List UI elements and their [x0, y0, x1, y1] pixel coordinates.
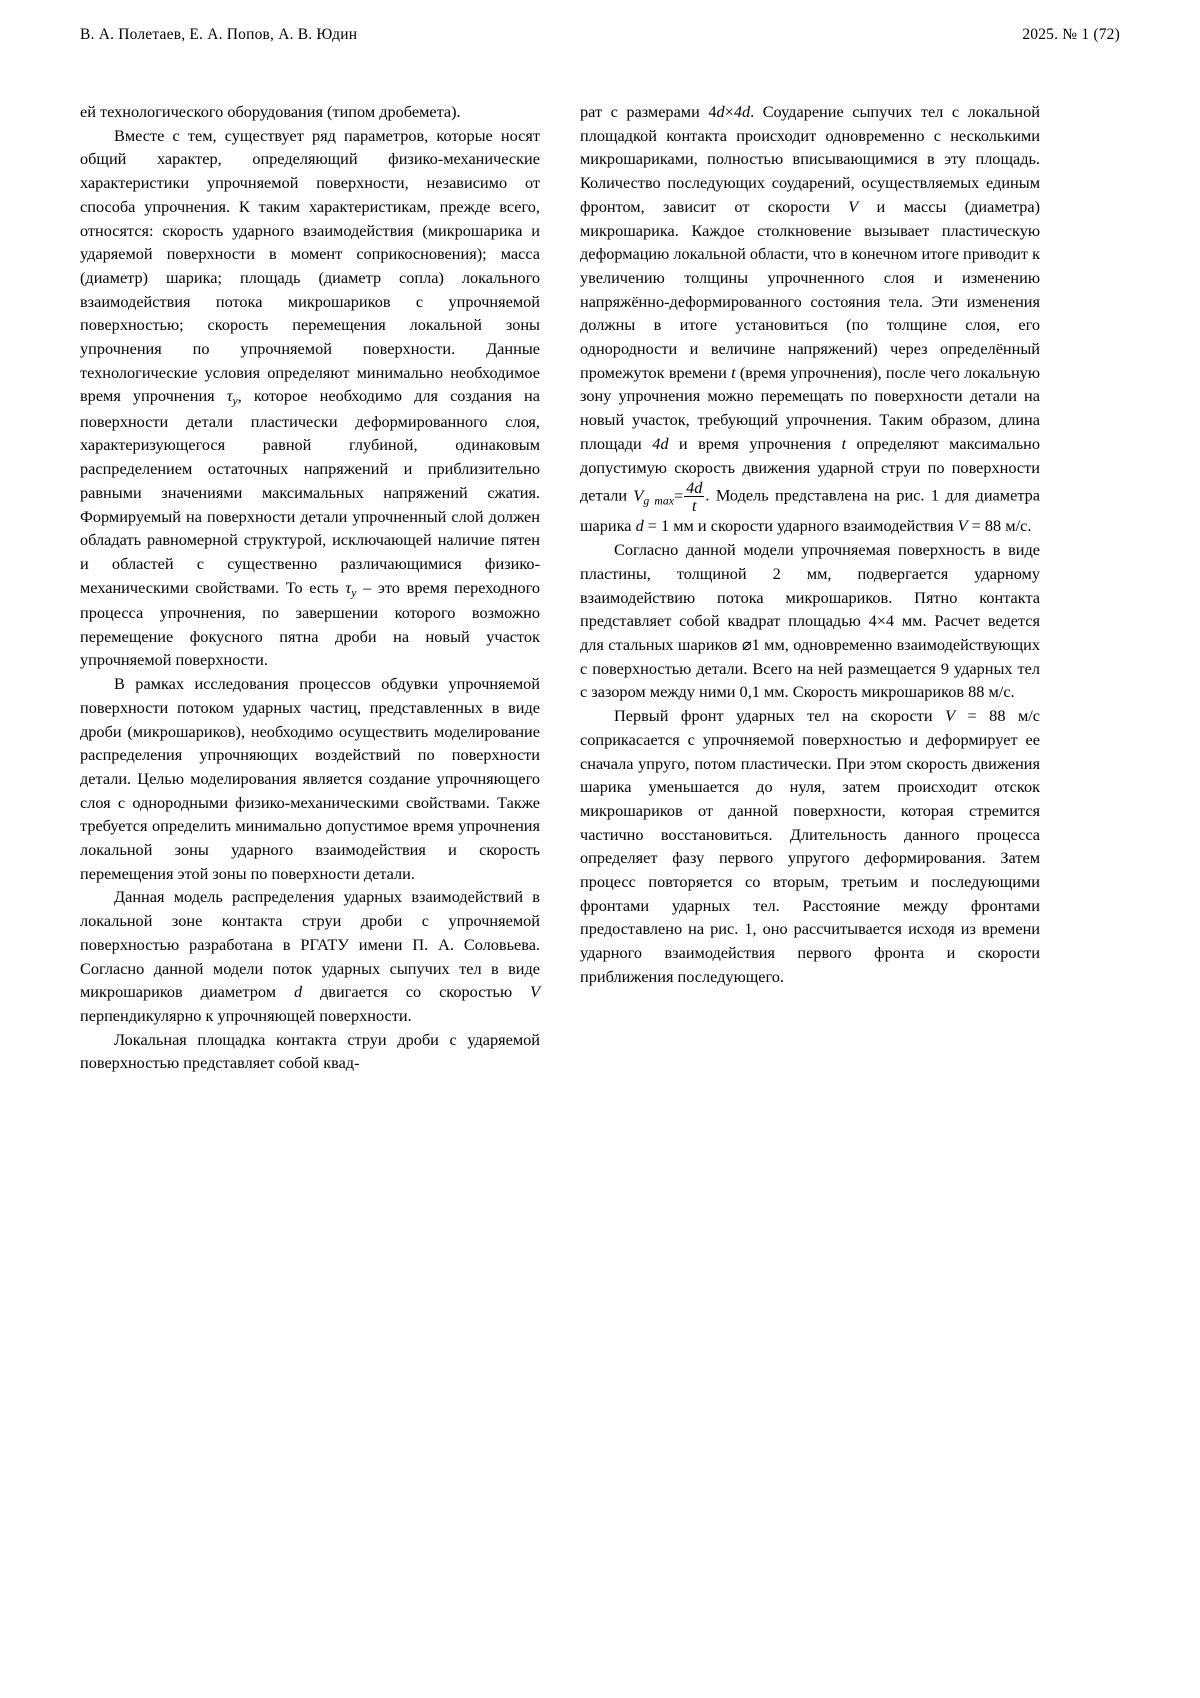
paragraph-r2-text: Согласно данной модели упрочняемая поверхность в виде пластины, толщиной 2 мм, подвергается ударному взаимодействию потока микрошариков. Пятно контакта представляет собой квадрат площадью 4×4 мм. Расчет ведется для стальных шариков ⌀1 мм, одновременно взаимодействующих с поверхностью детали. Всего на ней размещается 9 ударных тел с зазором между ними 0,1 мм. Скорость микрошариков 88 м/с. — [580, 540, 1040, 702]
paragraph-r1-text-b: . Соударение сыпучих тел с локальной площадкой контакта происходит одновременно с несколькими микрошариками, полностью вписывающимися в эту площадь. Количество последующих соударений, осуществляемых единым фронтом, зависит от скорости — [580, 102, 1040, 216]
paragraph-r1-text-f: и время упрочнения — [668, 433, 842, 453]
paragraph-l4-text-a: Данная модель распределения ударных взаимодействий в локальной зоне контакта струи дроби с упрочняемой поверхностью разработана в РГАТУ имени П. А. Соловьева. Согласно данной модели поток ударных сыпучих тел в виде микрошариков диаметром — [80, 887, 540, 1002]
symbol-d-value: d — [635, 516, 644, 536]
paragraph-r1-text-g: определяют максимально допустимую скорость движения ударной струи по поверхности детали — [580, 433, 1040, 505]
symbol-v-speed: V — [848, 196, 859, 216]
symbol-tau-2-subscript: у — [351, 585, 357, 599]
equation-vgmax — [633, 478, 705, 516]
paragraph-l2-text-c: – это время переходного процесса упрочнения, по завершении которого возможно перемещение фокусного пятна дроби на новый участок упрочняемой поверхности. — [80, 577, 540, 670]
paragraph-r3 — [580, 704, 1040, 988]
body-columns — [80, 100, 1120, 1075]
symbol-d: d — [293, 982, 303, 1002]
symbol-v: V — [530, 982, 541, 1002]
equation-vgmax-denominator: t — [684, 496, 704, 514]
symbol-t-time: t — [731, 362, 736, 382]
paragraph-l2-text-a: Вместе с тем, существует ряд параметров, которые носят общий характер, определяющий физико-механические характеристики упрочняемой поверхности, независимо от способа упрочнения. К таким характеристикам, прежде всего, относятся: скорость ударного взаимодействия (микрошарика и ударяемой поверхности в момент соприкосновения); масса (диаметр) шарика; площадь (диаметр сопла) локального взаимодействия потока микрошариков с упрочняемой поверхностью; скорость перемещения локальной зоны упрочнения по упрочняемой поверхности. Данные технологические условия определяют минимально необходимое время упрочнения — [80, 125, 540, 406]
paragraph-r1-text-c: и массы (диаметра) микрошарика. Каждое столкновение вызывает пластическую деформацию локальной области, что в конечном итоге приводит к увеличению толщины упрочненного слоя и изменению напряжённо-деформированного состояния тела. Эти изменения должны в итоге установиться (по толщине слоя, его однородности и величине напряжений) через определённый промежуток времени — [580, 196, 1040, 382]
paragraph-l3 — [80, 672, 540, 885]
paragraph-l2-text-b: , которое необходимо для создания на поверхности детали пластически деформированного слоя, характеризующегося равной глубиной, одинаковым распределением остаточных напряжений и приблизительно равными значениями максимальных напряжений сжатия. Формируемый на поверхности детали упрочненный слой должен обладать равномерной структурой, исключающей наличие пятен и областей с существенно различающимися физико-механическими свойствами. То есть — [80, 386, 540, 597]
paragraph-l1 — [80, 100, 540, 124]
symbol-d-1: d — [716, 102, 725, 121]
symbol-v-front: V — [945, 706, 956, 726]
symbol-4d-length: 4d — [652, 433, 669, 453]
symbol-v-value-eq: = 88 м/с. — [967, 516, 1032, 536]
symbol-4d: 4d — [733, 102, 751, 121]
equation-vgmax-equals: = — [673, 485, 684, 505]
equation-vgmax-numerator: 4d — [686, 478, 703, 498]
left-column — [80, 100, 540, 1075]
right-column — [580, 100, 1040, 1075]
paragraph-r1-text-e: (время упрочнения), после чего локальную зону упрочнения можно перемещать по поверхности детали на новый участок, требующий упрочнения. Таким образом, длина площади — [580, 362, 1040, 453]
paragraph-l5-text: Локальная площадка контакта струи дроби с ударяемой поверхностью представляет собой квад- — [80, 1029, 540, 1073]
equation-vgmax-fraction — [684, 479, 704, 514]
paragraph-l1-text: ей технологического оборудования (типом дробемета). — [80, 102, 461, 121]
paragraph-l2 — [80, 124, 540, 672]
header-authors: В. А. Полетаев, Е. А. Попов, А. В. Юдин — [80, 26, 358, 43]
paragraph-l5 — [80, 1028, 540, 1075]
page-header — [80, 26, 1120, 44]
paragraph-l4 — [80, 885, 540, 1027]
paragraph-l3-text: В рамках исследования процессов обдувки упрочняемой поверхности потоком ударных частиц, представленных в виде дроби (микрошариков), необходимо осуществить моделирование распределения упрочняющих воздействий по поверхности детали. Целью моделирования является создание упрочняющего слоя с однородными физико-механическими свойствами. Также требуется определить минимально допустимое время упрочнения локальной зоны ударного взаимодействия и скорость перемещения этой зоны по поверхности детали. — [80, 674, 540, 883]
paragraph-r2 — [580, 538, 1040, 704]
equation-vgmax-subscript: g max — [643, 493, 674, 507]
paragraph-r3-text-c: соприкасается с упрочняемой поверхностью и деформирует ее сначала упруго, потом пластически. При этом скорость движения шарика уменьшается до нуля, затем происходит отскок микрошариков от данной поверхности, которая стремится частично восстановиться. Длительность данного процесса определяет фазу первого упругого деформирования. Затем процесс повторяется со вторым, третьим и последующими фронтами ударных тел. Расстояние между фронтами предоставлено на рис. 1, оно рассчитывается исходя из времени ударного взаимодействия первого фронта и скорости приближения последующего. — [580, 729, 1040, 986]
symbol-times: × — [724, 102, 734, 121]
symbol-t-time-2: t — [841, 433, 847, 453]
paragraph-r1-text-h: . Модель представлена на рис. 1 для диаметра шарика — [580, 485, 1040, 536]
paragraph-l4-text-c: перпендикулярно к упрочняющей поверхности. — [80, 1006, 412, 1025]
paragraph-r1-text-i: и скорости ударного взаимодействия — [693, 516, 958, 536]
symbol-tau: τ — [226, 386, 233, 406]
paragraph-r3-text-a: Первый фронт ударных тел на скорости — [614, 706, 946, 726]
symbol-d-value-eq: = 1 мм — [643, 516, 694, 536]
symbol-v-front-eq: = 88 м/с — [955, 706, 1040, 726]
equation-vgmax-symbol: V — [633, 485, 644, 505]
paragraph-l4-text-b: двигается со скоростью — [302, 982, 531, 1002]
header-issue: 2025. № 1 (72) — [1022, 26, 1120, 43]
symbol-tau-subscript: у — [232, 394, 238, 408]
paragraph-r1-text-a: рат с размерами 4 — [580, 102, 717, 121]
symbol-tau-2: τ — [345, 577, 352, 597]
symbol-v-value: V — [957, 516, 968, 536]
paragraph-r1 — [580, 100, 1040, 538]
